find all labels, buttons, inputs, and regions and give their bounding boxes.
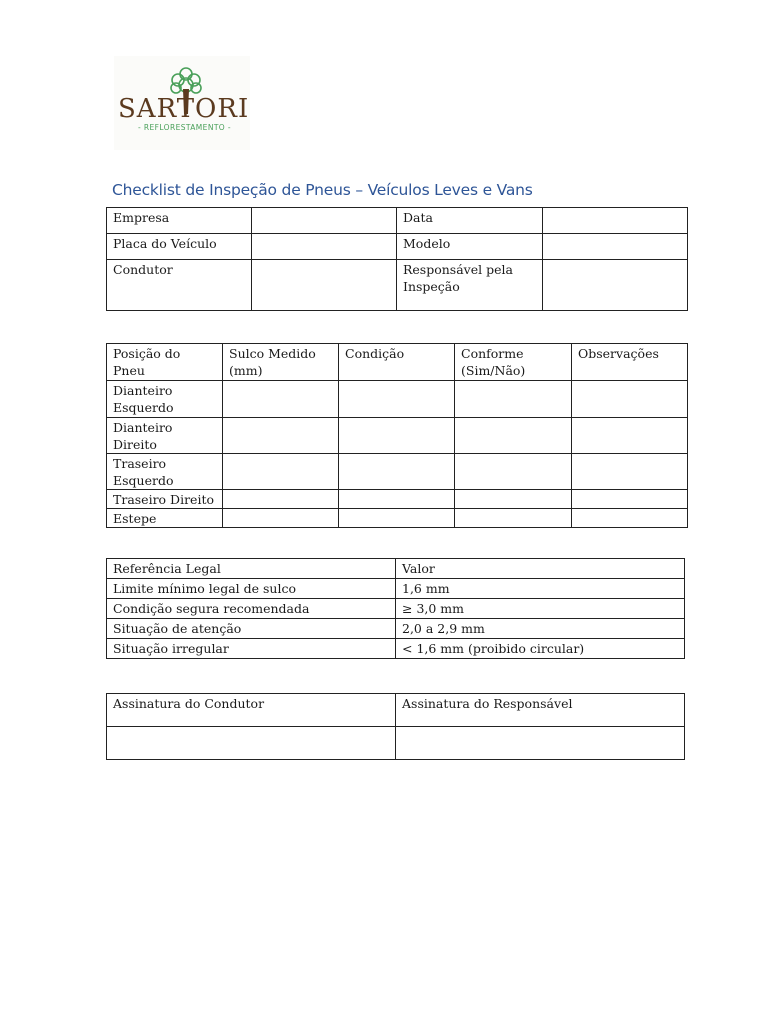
- header-assinatura-responsavel: Assinatura do Responsável: [396, 694, 685, 727]
- conforme-cell[interactable]: [455, 381, 572, 418]
- responsavel-field[interactable]: [543, 260, 688, 311]
- conforme-cell[interactable]: [455, 418, 572, 454]
- header-posicao: Posição do Pneu: [107, 344, 223, 381]
- signature-table: [106, 693, 685, 760]
- label-empresa: Empresa: [107, 208, 252, 234]
- conforme-cell[interactable]: [455, 454, 572, 490]
- vehicle-info-table: [106, 207, 688, 311]
- data-field[interactable]: [543, 208, 688, 234]
- observacoes-cell[interactable]: [572, 509, 688, 528]
- logo-tagline: - REFLORESTAMENTO -: [138, 123, 232, 132]
- table-row: [107, 509, 688, 528]
- table-row: [107, 234, 688, 260]
- logo-brand: SARTORI: [118, 94, 250, 124]
- condicao-cell[interactable]: [339, 418, 455, 454]
- reference-label: Situação de atenção: [107, 619, 396, 639]
- reference-label: Condição segura recomendada: [107, 599, 396, 619]
- reference-value: 2,0 a 2,9 mm: [396, 619, 685, 639]
- position-label: Estepe: [107, 509, 223, 528]
- sulco-cell[interactable]: [223, 418, 339, 454]
- document-title: Checklist de Inspeção de Pneus – Veículos Leves e Vans: [112, 181, 533, 199]
- label-responsavel: Responsável pela Inspeção: [397, 260, 543, 311]
- table-row: [107, 418, 688, 454]
- label-modelo: Modelo: [397, 234, 543, 260]
- label-data: Data: [397, 208, 543, 234]
- sulco-cell[interactable]: [223, 381, 339, 418]
- header-referencia: Referência Legal: [107, 559, 396, 579]
- table-row: [107, 619, 685, 639]
- observacoes-cell[interactable]: [572, 490, 688, 509]
- placa-field[interactable]: [252, 234, 397, 260]
- header-sulco: Sulco Medido (mm): [223, 344, 339, 381]
- conforme-cell[interactable]: [455, 509, 572, 528]
- observacoes-cell[interactable]: [572, 418, 688, 454]
- observacoes-cell[interactable]: [572, 454, 688, 490]
- position-label: Traseiro Esquerdo: [107, 454, 223, 490]
- condicao-cell[interactable]: [339, 454, 455, 490]
- conforme-cell[interactable]: [455, 490, 572, 509]
- header-observacoes: Observações: [572, 344, 688, 381]
- empresa-field[interactable]: [252, 208, 397, 234]
- modelo-field[interactable]: [543, 234, 688, 260]
- reference-value: < 1,6 mm (proibido circular): [396, 639, 685, 659]
- reference-value: ≥ 3,0 mm: [396, 599, 685, 619]
- signature-condutor-field[interactable]: [107, 727, 396, 760]
- company-logo: [114, 56, 250, 150]
- reference-label: Limite mínimo legal de sulco: [107, 579, 396, 599]
- table-row: [107, 579, 685, 599]
- sulco-cell[interactable]: [223, 490, 339, 509]
- table-header-row: [107, 559, 685, 579]
- signature-responsavel-field[interactable]: [396, 727, 685, 760]
- table-row: [107, 381, 688, 418]
- condicao-cell[interactable]: [339, 509, 455, 528]
- condicao-cell[interactable]: [339, 490, 455, 509]
- header-conforme: Conforme (Sim/Não): [455, 344, 572, 381]
- table-row: [107, 490, 688, 509]
- table-row: [107, 639, 685, 659]
- table-row: [107, 260, 688, 311]
- position-label: Dianteiro Esquerdo: [107, 381, 223, 418]
- condicao-cell[interactable]: [339, 381, 455, 418]
- header-valor: Valor: [396, 559, 685, 579]
- sulco-cell[interactable]: [223, 509, 339, 528]
- tire-inspection-table: [106, 343, 688, 528]
- observacoes-cell[interactable]: [572, 381, 688, 418]
- label-condutor: Condutor: [107, 260, 252, 311]
- condutor-field[interactable]: [252, 260, 397, 311]
- position-label: Traseiro Direito: [107, 490, 223, 509]
- header-assinatura-condutor: Assinatura do Condutor: [107, 694, 396, 727]
- table-row: [107, 208, 688, 234]
- label-placa: Placa do Veículo: [107, 234, 252, 260]
- reference-label: Situação irregular: [107, 639, 396, 659]
- sulco-cell[interactable]: [223, 454, 339, 490]
- legal-reference-table: [106, 558, 685, 659]
- table-row: [107, 727, 685, 760]
- table-row: [107, 454, 688, 490]
- header-condicao: Condição: [339, 344, 455, 381]
- position-label: Dianteiro Direito: [107, 418, 223, 454]
- table-row: [107, 599, 685, 619]
- table-header-row: [107, 344, 688, 381]
- table-header-row: [107, 694, 685, 727]
- reference-value: 1,6 mm: [396, 579, 685, 599]
